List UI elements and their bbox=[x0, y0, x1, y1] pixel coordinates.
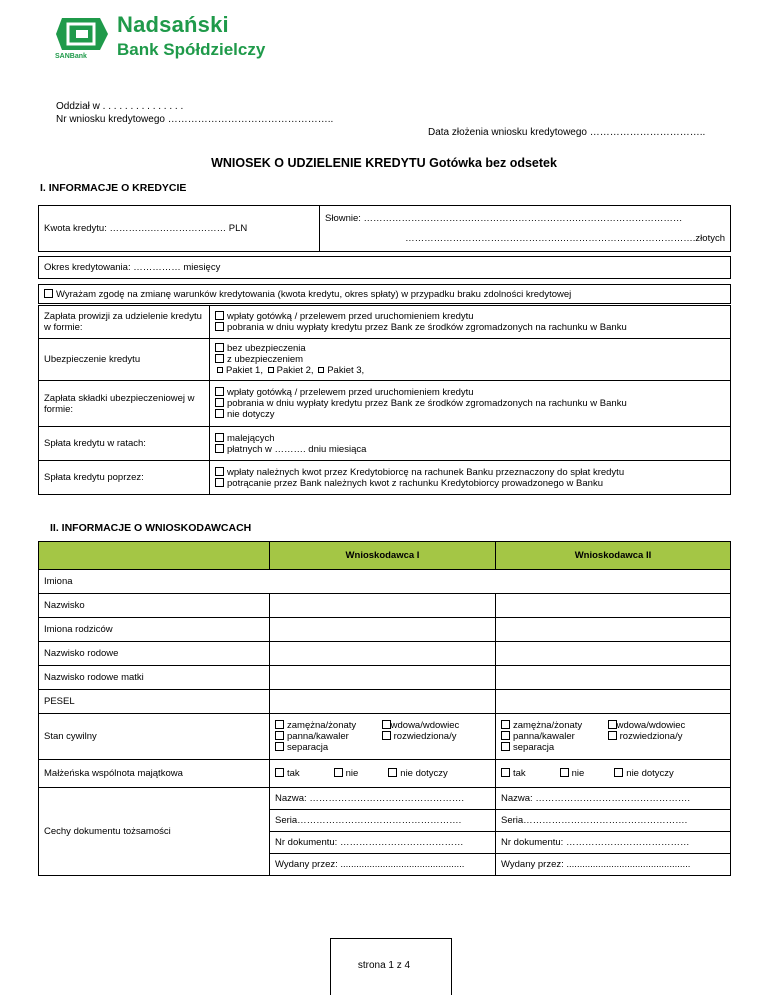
consent-checkbox[interactable] bbox=[44, 289, 53, 298]
marital-option: panna/kawaler bbox=[513, 731, 575, 742]
credit-options-table bbox=[38, 305, 731, 495]
logo-name: Nadsański bbox=[117, 12, 229, 37]
commission-label: Zapłata prowizji za udzielenie kredytu w formie: bbox=[39, 306, 210, 339]
first-names-label: Imiona bbox=[39, 570, 731, 594]
premium-na-checkbox[interactable] bbox=[215, 409, 224, 418]
bank-logo-icon bbox=[54, 16, 110, 55]
logo-subtitle: Bank Spółdzielczy bbox=[117, 40, 266, 59]
community-option: tak bbox=[287, 768, 300, 779]
premium-option: nie dotyczy bbox=[227, 409, 275, 420]
commission-deduct-checkbox[interactable] bbox=[215, 322, 224, 331]
repayment-deduct-checkbox[interactable] bbox=[215, 478, 224, 487]
a1-community-na-checkbox[interactable] bbox=[388, 768, 397, 777]
premium-label: Zapłata składki ubezpieczeniowej w formie: bbox=[39, 381, 210, 427]
applicant-2-surname-field[interactable] bbox=[496, 594, 731, 618]
property-community-label: Małżeńska wspólnota majątkowa bbox=[39, 760, 270, 788]
premium-deduct-checkbox[interactable] bbox=[215, 398, 224, 407]
a1-doc-number-field[interactable]: Nr dokumentu: ………………………………… bbox=[270, 832, 496, 854]
applicant-2-pesel-field[interactable] bbox=[496, 690, 731, 714]
community-option: nie dotyczy bbox=[626, 768, 674, 779]
a2-married-checkbox[interactable] bbox=[501, 720, 510, 729]
repayment-transfer-checkbox[interactable] bbox=[215, 467, 224, 476]
installments-label: Spłata kredytu w ratach: bbox=[39, 427, 210, 461]
a1-community-no-checkbox[interactable] bbox=[334, 768, 343, 777]
repayment-option: wpłaty należnych kwot przez Kredytobiorcę na rachunek Banku przeznaczony do spłat kredytu bbox=[227, 466, 625, 478]
a2-doc-issuer-field[interactable]: Wydany przez: ............................................... bbox=[496, 854, 731, 876]
repayment-option: potrącanie przez Bank należnych kwot z rachunku Kredytobiorcy prowadzonego w Banku bbox=[227, 477, 603, 489]
repayment-label: Spłata kredytu poprzez: bbox=[39, 461, 210, 495]
no-insurance-checkbox[interactable] bbox=[215, 343, 224, 352]
a1-separated-checkbox[interactable] bbox=[275, 742, 284, 751]
submission-date-field[interactable]: Data złożenia wniosku kredytowego …………………………….. bbox=[428, 127, 706, 138]
applicant-1-parents-field[interactable] bbox=[270, 618, 496, 642]
amount-words-line-2: ………………………………………….…………………………………….złotych bbox=[405, 233, 725, 244]
package-label: Pakiet 1, bbox=[226, 365, 263, 376]
community-option: nie bbox=[571, 768, 585, 779]
commission-option: wpłaty gotówką / przelewem przed uruchomieniem kredytu bbox=[227, 311, 474, 322]
a2-single-checkbox[interactable] bbox=[501, 731, 510, 740]
package-2-checkbox[interactable] bbox=[268, 367, 274, 373]
a2-community-yes-checkbox[interactable] bbox=[501, 768, 510, 777]
a1-divorced-checkbox[interactable] bbox=[382, 731, 391, 740]
marital-option: rozwiedziona/y bbox=[619, 731, 683, 742]
branch-field[interactable]: Oddział w . . . . . . . . . . . . . . . bbox=[56, 101, 184, 112]
commission-option: pobrania w dniu wypłaty kredytu przez Bank ze środków zgromadzonych na rachunku w Banku bbox=[227, 322, 627, 333]
credit-period-field[interactable]: Okres kredytowania: …………… miesięcy bbox=[39, 257, 731, 279]
payment-day-checkbox[interactable] bbox=[215, 444, 224, 453]
applicant-1-mother-maiden-field[interactable] bbox=[270, 666, 496, 690]
document-title: WNIOSEK O UDZIELENIE KREDYTU Gotówka bez odsetek bbox=[211, 156, 557, 170]
insurance-option: bez ubezpieczenia bbox=[227, 343, 306, 354]
community-option: nie bbox=[345, 768, 359, 779]
a2-doc-name-field[interactable]: Nazwa: …………………………………………. bbox=[496, 788, 731, 810]
premium-cash-checkbox[interactable] bbox=[215, 387, 224, 396]
applicants-table bbox=[38, 541, 731, 876]
section-1-heading: I. INFORMACJE O KREDYCIE bbox=[40, 182, 187, 194]
premium-option: wpłaty gotówką / przelewem przed uruchomieniem kredytu bbox=[227, 387, 474, 398]
marital-option: rozwiedziona/y bbox=[393, 731, 457, 742]
with-insurance-checkbox[interactable] bbox=[215, 354, 224, 363]
surname-label: Nazwisko bbox=[39, 594, 270, 618]
insurance-label: Ubezpieczenie kredytu bbox=[39, 339, 210, 381]
marital-option: separacja bbox=[513, 742, 555, 753]
a1-single-checkbox[interactable] bbox=[275, 731, 284, 740]
credit-amount-field[interactable]: Kwota kredytu: ………….…………………… PLN bbox=[39, 206, 320, 252]
section-2-heading: II. INFORMACJE O WNIOSKODAWCACH bbox=[50, 522, 252, 534]
applicant-1-maiden-field[interactable] bbox=[270, 642, 496, 666]
maiden-name-label: Nazwisko rodowe bbox=[39, 642, 270, 666]
applicant-1-surname-field[interactable] bbox=[270, 594, 496, 618]
a1-doc-series-field[interactable]: Seria……………………………………………. bbox=[270, 810, 496, 832]
applicant-2-maiden-field[interactable] bbox=[496, 642, 731, 666]
a2-community-na-checkbox[interactable] bbox=[614, 768, 623, 777]
mother-maiden-name-label: Nazwisko rodowe matki bbox=[39, 666, 270, 690]
credit-period-table bbox=[38, 256, 731, 279]
a2-widowed-checkbox[interactable] bbox=[608, 720, 617, 729]
a2-doc-number-field[interactable]: Nr dokumentu: ………………………………… bbox=[496, 832, 731, 854]
marital-option: panna/kawaler bbox=[287, 731, 349, 742]
package-3-checkbox[interactable] bbox=[318, 367, 324, 373]
applicant-1-header: Wnioskodawca I bbox=[270, 542, 496, 570]
decreasing-installments-checkbox[interactable] bbox=[215, 433, 224, 442]
insurance-option: z ubezpieczeniem bbox=[227, 354, 304, 365]
package-1-checkbox[interactable] bbox=[217, 367, 223, 373]
page-number: strona 1 z 4 bbox=[357, 960, 411, 971]
amount-in-words-field[interactable] bbox=[320, 206, 731, 252]
a2-doc-series-field[interactable]: Seria……………………………………………. bbox=[496, 810, 731, 832]
application-number-field[interactable]: Nr wniosku kredytowego ………………………………………….. bbox=[56, 114, 334, 125]
marital-option: wdowa/wdowiec bbox=[616, 720, 686, 731]
premium-option: pobrania w dniu wypłaty kredytu przez Bank ze środków zgromadzonych na rachunku w Banku bbox=[227, 398, 627, 409]
a2-separated-checkbox[interactable] bbox=[501, 742, 510, 751]
consent-label: Wyrażam zgodę na zmianę warunków kredytowania (kwota kredytu, okres spłaty) w przypadku braku zdolności kredytowej bbox=[56, 288, 572, 300]
marital-option: zamężna/żonaty bbox=[513, 720, 583, 731]
logo-small-text: SANBank bbox=[55, 53, 87, 60]
a1-community-yes-checkbox[interactable] bbox=[275, 768, 284, 777]
applicant-1-pesel-field[interactable] bbox=[270, 690, 496, 714]
a2-divorced-checkbox[interactable] bbox=[608, 731, 617, 740]
a1-widowed-checkbox[interactable] bbox=[382, 720, 391, 729]
commission-cash-checkbox[interactable] bbox=[215, 311, 224, 320]
marital-option: separacja bbox=[287, 742, 329, 753]
a2-community-no-checkbox[interactable] bbox=[560, 768, 569, 777]
community-option: nie dotyczy bbox=[400, 768, 448, 779]
applicant-2-mother-maiden-field[interactable] bbox=[496, 666, 731, 690]
a1-married-checkbox[interactable] bbox=[275, 720, 284, 729]
package-label: Pakiet 2, bbox=[276, 365, 314, 376]
installments-option: malejących bbox=[227, 432, 275, 444]
header-empty-cell bbox=[39, 542, 270, 570]
applicant-2-header: Wnioskodawca II bbox=[496, 542, 731, 570]
a1-doc-issuer-field[interactable]: Wydany przez: ............................................... bbox=[270, 854, 496, 876]
a1-doc-name-field[interactable]: Nazwa: …………………………………………. bbox=[270, 788, 496, 810]
id-document-label: Cechy dokumentu tożsamości bbox=[39, 788, 270, 876]
credit-amount-table bbox=[38, 205, 731, 252]
applicant-2-parents-field[interactable] bbox=[496, 618, 731, 642]
marital-status-label: Stan cywilny bbox=[39, 714, 270, 760]
parents-names-label: Imiona rodziców bbox=[39, 618, 270, 642]
community-option: tak bbox=[513, 768, 526, 779]
consent-table bbox=[38, 284, 731, 304]
amount-words-line-1: Słownie: …………………………….…………………………….…………………………… bbox=[325, 213, 683, 224]
package-label: Pakiet 3, bbox=[327, 365, 365, 376]
installments-option: płatnych w ………. dniu miesiąca bbox=[227, 443, 367, 455]
marital-option: wdowa/wdowiec bbox=[390, 720, 460, 731]
marital-option: zamężna/żonaty bbox=[287, 720, 357, 731]
pesel-label: PESEL bbox=[39, 690, 270, 714]
